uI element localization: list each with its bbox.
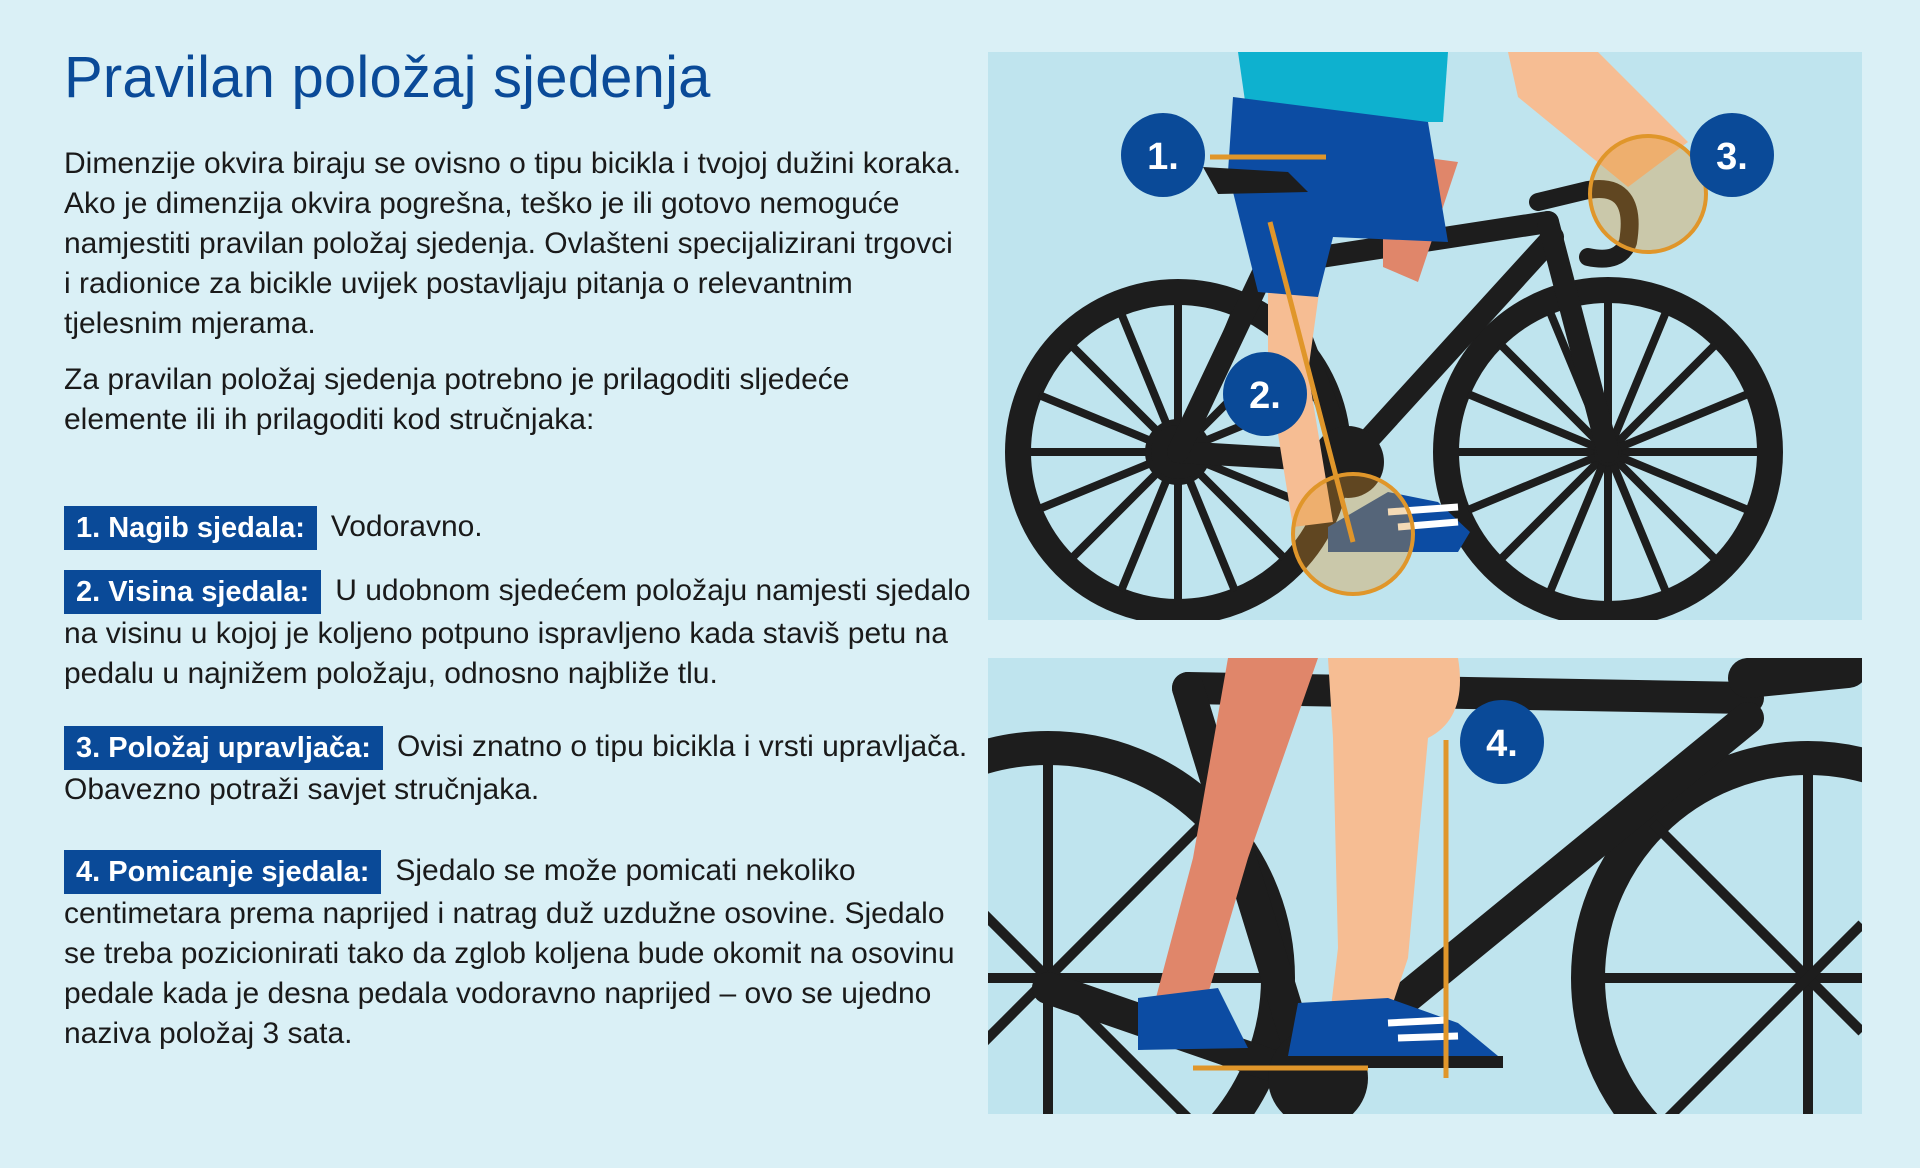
item-label: 3. Položaj upravljača: xyxy=(64,726,383,770)
item-saddle-shift xyxy=(64,850,984,1054)
cyclist-illustration xyxy=(988,52,1862,620)
item-label: 4. Pomicanje sjedala: xyxy=(64,850,381,894)
handlebar-highlight xyxy=(1590,136,1706,252)
marker-4-label: 4. xyxy=(1486,723,1518,765)
cyclist-bike-image xyxy=(988,52,1862,620)
item-text: Ovisi znatno o tipu bicikla i vrsti upravljača. Obavezno potraži savjet stručnjaka. xyxy=(64,729,968,806)
item-text: U udobnom sjedećem položaju namjesti sjedalo na visinu u kojoj je koljeno potpuno ispravljeno kada staviš petu na pedalu u najnižem položaju, odnosno najbliže tlu. xyxy=(64,573,971,690)
marker-1-label: 1. xyxy=(1147,136,1179,178)
item-text: Sjedalo se može pomicati nekoliko centimetara prema naprijed i natrag duž uzdužne osovine. Sjedalo se treba pozicionirati tako da zglob koljena bude okomit na osovinu pedale kada je desna pedala vodoravno naprijed – ovo se ujedno naziva položaj 3 sata. xyxy=(64,853,955,1050)
crank-alignment-image xyxy=(988,658,1862,1114)
item-saddle-tilt xyxy=(64,506,984,550)
page-title: Pravilan položaj sjedenja xyxy=(64,45,711,110)
marker-1 xyxy=(1121,113,1205,197)
item-label: 2. Visina sjedala: xyxy=(64,570,321,614)
marker-3 xyxy=(1690,113,1774,197)
marker-2 xyxy=(1223,352,1307,436)
marker-3-label: 3. xyxy=(1716,136,1748,178)
item-text: Vodoravno. xyxy=(330,509,483,543)
crank-illustration xyxy=(988,658,1862,1114)
lead-paragraph: Za pravilan položaj sjedenja potrebno je prilagoditi sljedeće elemente ili ih prilagoditi kod stručnjaka: xyxy=(64,363,850,436)
marker-2-label: 2. xyxy=(1249,375,1281,417)
item-label: 1. Nagib sjedala: xyxy=(64,506,317,550)
marker-4 xyxy=(1460,700,1544,784)
intro-paragraph: Dimenzije okvira biraju se ovisno o tipu bicikla i tvojoj dužini koraka. Ako je dimenzija okvira pogrešna, teško je ili gotovo nemoguće namjestiti pravilan položaj sjedenja. Ovlašteni specijalizirani trgovci i radionice za bicikle uvijek postavljaju pitanja o relevantnim tjelesnim mjerama. xyxy=(64,147,962,340)
item-saddle-height xyxy=(64,570,984,694)
item-handlebar-position xyxy=(64,726,984,810)
pedal-highlight xyxy=(1293,474,1413,594)
